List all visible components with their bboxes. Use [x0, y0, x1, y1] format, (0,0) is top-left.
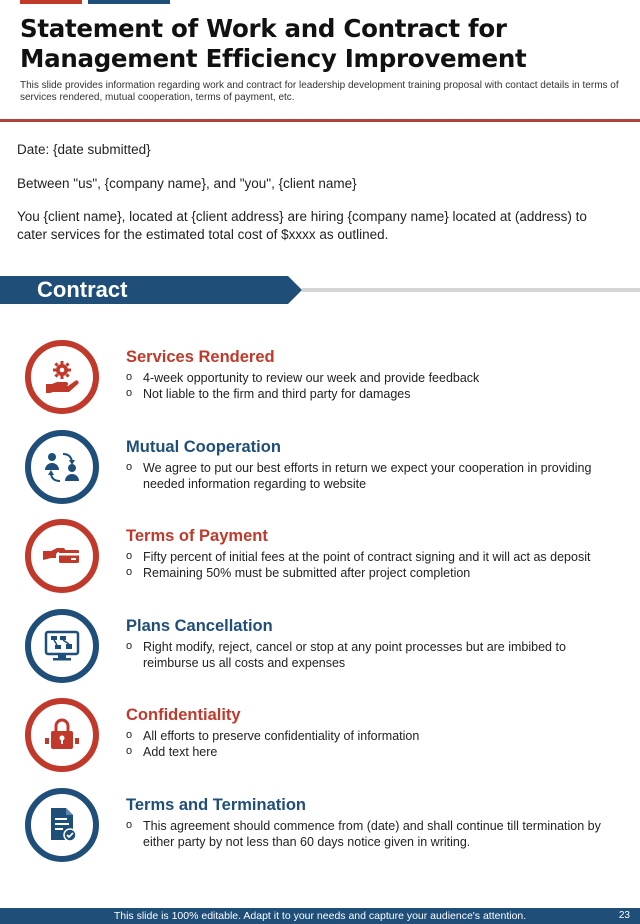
monitor-plan-icon [41, 625, 83, 667]
plans-cancellation-badge [25, 609, 99, 683]
bullet-item: o Right modify, reject, cancel or stop at any point processes but are imbibed to reimburse us all costs and expenses [126, 639, 621, 671]
footer-bar [0, 908, 640, 924]
item-bullets [126, 460, 621, 492]
gear-hand-icon [41, 356, 83, 398]
between-line: Between "us", {company name}, and "you", {client name} [17, 176, 357, 191]
contract-item-confidentiality [0, 698, 640, 778]
page-number: 23 [618, 910, 630, 921]
bullet-item: o Not liable to the firm and third party for damages [126, 386, 621, 402]
contract-item-terms-and-termination [0, 788, 640, 868]
item-bullets [126, 728, 621, 760]
bullet-item: o This agreement should commence from (date) and shall continue till termination by either party by not less than 60 days notice given in writing. [126, 818, 621, 850]
hiring-line-1: You {client name}, located at {client address} are hiring {company name} located at (address) to [17, 209, 587, 224]
bullet-item: o Add text here [126, 744, 621, 760]
contract-item-terms-of-payment [0, 519, 640, 599]
terms-and-termination-badge [25, 788, 99, 862]
confidentiality-badge [25, 698, 99, 772]
item-title: Mutual Cooperation [126, 438, 281, 456]
item-title: Terms and Termination [126, 796, 307, 814]
page-title-line-2: Management Efficiency Improvement [20, 44, 527, 73]
card-payment-icon [41, 535, 83, 577]
page-subtitle: This slide provides information regarding work and contract for leadership development training proposal with contact details in terms of services rendered, mutual cooperation, terms of payment, etc. [20, 80, 619, 103]
bullet-item: o All efforts to preserve confidentiality of information [126, 728, 621, 744]
item-bullets [126, 549, 621, 581]
section-divider [302, 288, 640, 292]
header-divider [0, 119, 640, 122]
padlock-icon [41, 714, 83, 756]
section-title: Contract [37, 277, 128, 302]
item-title: Terms of Payment [126, 527, 268, 545]
item-bullets [126, 370, 621, 402]
item-bullets [126, 818, 621, 850]
footer-text: This slide is 100% editable. Adapt it to your needs and capture your audience's attention. [113, 910, 527, 922]
bullet-item: o Fifty percent of initial fees at the point of contract signing and it will act as deposit [126, 549, 621, 565]
bullet-item: o 4-week opportunity to review our week and provide feedback [126, 370, 621, 386]
page-title-line-1: Statement of Work and Contract for [20, 14, 507, 43]
hiring-line-2: cater services for the estimated total cost of $xxxx as outlined. [17, 227, 389, 242]
page-title [20, 14, 620, 74]
item-title: Plans Cancellation [126, 617, 273, 635]
item-bullets [126, 639, 621, 671]
document-check-icon [41, 804, 83, 846]
bullet-item: o Remaining 50% must be submitted after project completion [126, 565, 621, 581]
contract-item-services-rendered [0, 340, 640, 420]
item-title: Services Rendered [126, 348, 275, 366]
terms-of-payment-badge [25, 519, 99, 593]
top-accent-blue [88, 0, 170, 4]
contract-item-mutual-cooperation [0, 430, 640, 510]
services-rendered-badge [25, 340, 99, 414]
top-accent-red [20, 0, 82, 4]
bullet-item: o We agree to put our best efforts in return we expect your cooperation in providing needed information regarding to website [126, 460, 621, 492]
mutual-cooperation-badge [25, 430, 99, 504]
contract-item-plans-cancellation [0, 609, 640, 689]
date-line: Date: {date submitted} [17, 142, 151, 157]
people-exchange-icon [41, 446, 83, 488]
item-title: Confidentiality [126, 706, 241, 724]
